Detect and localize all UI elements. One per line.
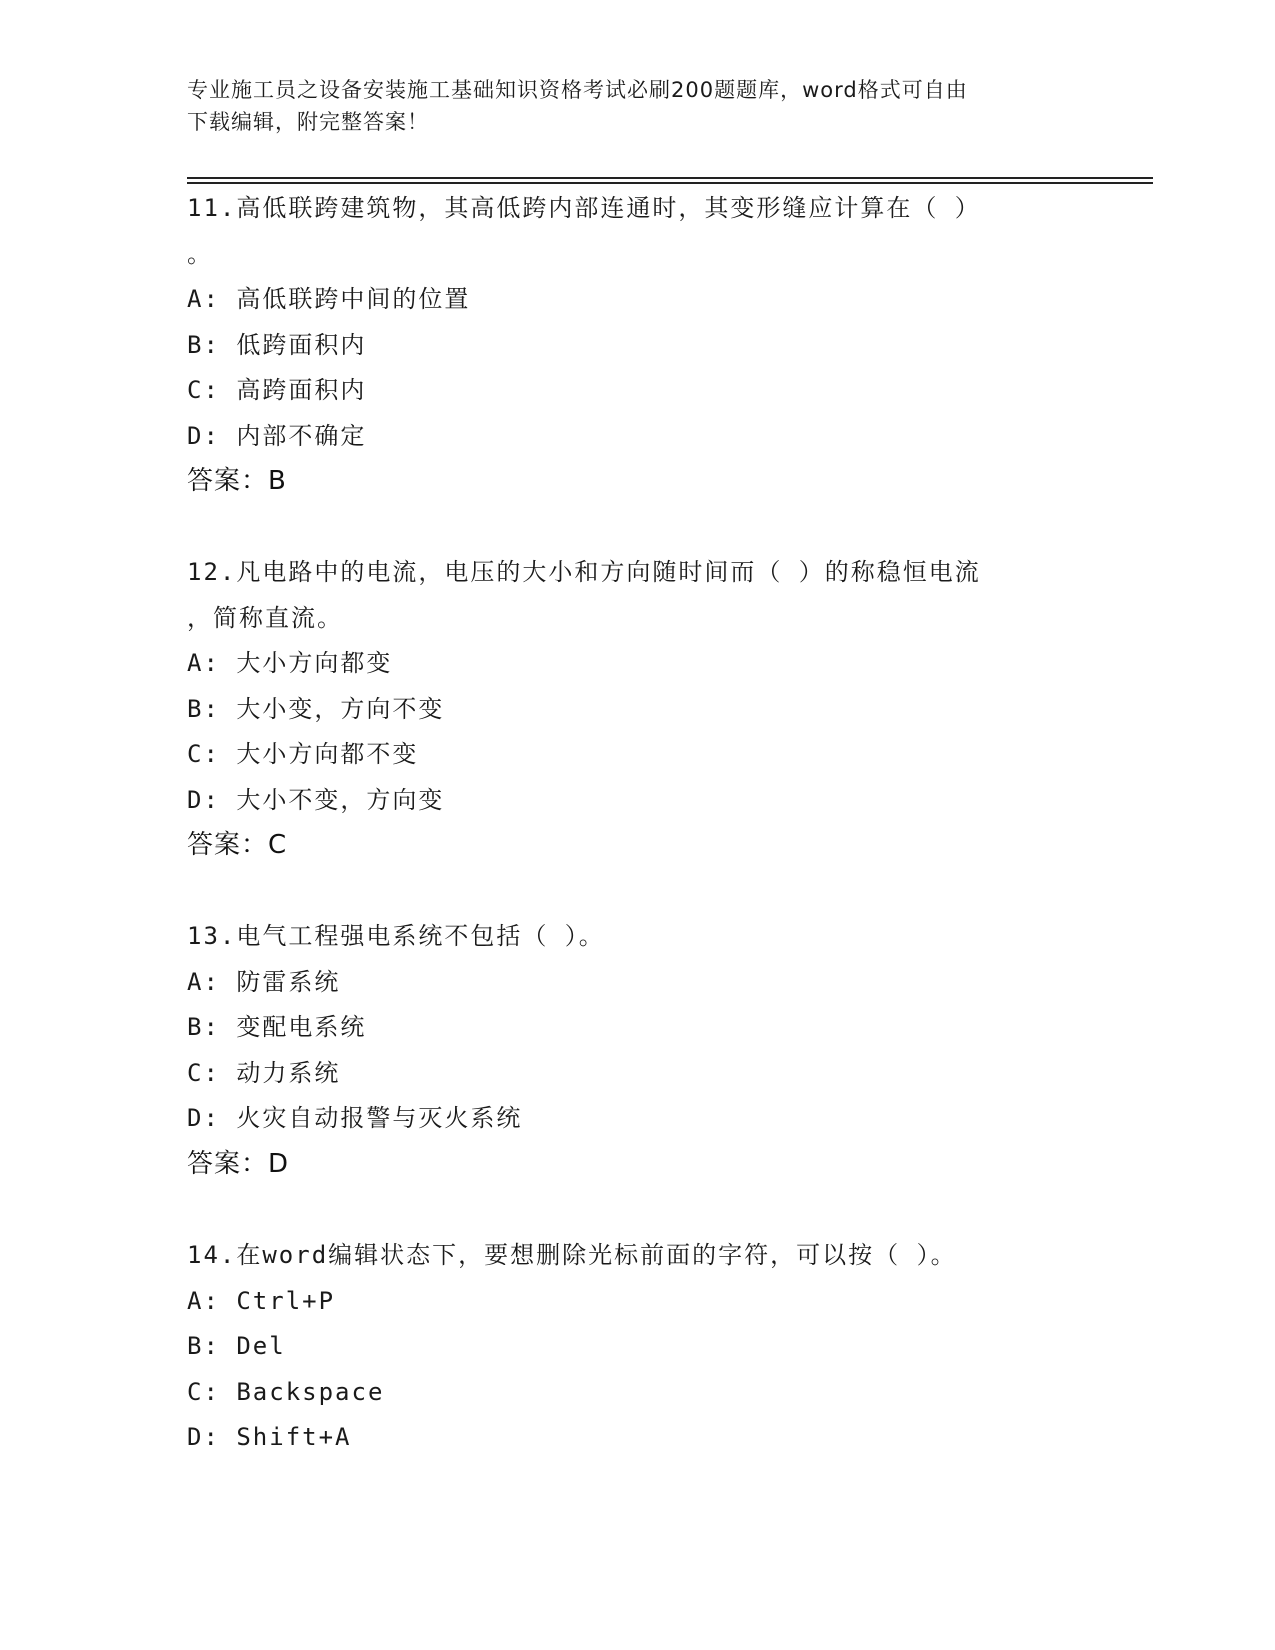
question-12	[187, 550, 1107, 869]
question-stem: 14.在word编辑状态下，要想删除光标前面的字符，可以按（ ）。	[187, 1241, 957, 1269]
option-c: C: Backspace	[187, 1377, 385, 1406]
question-stem: 13.电气工程强电系统不包括（ ）。	[187, 922, 605, 950]
answer-label: 答案：D	[187, 1148, 290, 1179]
header-divider-top	[187, 177, 1153, 179]
option-a: A: 大小方向都变	[187, 649, 393, 677]
option-b: B: 低跨面积内	[187, 330, 367, 359]
question-14	[187, 1233, 1107, 1461]
header-line-1: 专业施工员之设备安装施工基础知识资格考试必刷200题题库，word格式可自由	[187, 78, 968, 102]
question-stem-continuation: ，简称直流。	[187, 603, 343, 632]
option-d: D: 火灾自动报警与灭火系统	[187, 1104, 523, 1132]
question-stem: 12.凡电路中的电流，电压的大小和方向随时间而（ ）的称稳恒电流	[187, 558, 981, 586]
option-b: B: Del	[187, 1332, 286, 1360]
option-a: A: 防雷系统	[187, 967, 341, 996]
question-13	[187, 914, 1107, 1187]
option-d: D: 内部不确定	[187, 421, 367, 450]
question-stem-continuation: 。	[187, 239, 213, 268]
document-header	[187, 74, 1087, 138]
question-stem: 11.高低联跨建筑物，其高低跨内部连通时，其变形缝应计算在（ ）	[187, 194, 981, 222]
answer-label: 答案：B	[187, 466, 287, 496]
header-line-2: 下载编辑，附完整答案！	[187, 110, 429, 134]
answer-label: 答案：C	[187, 830, 288, 860]
option-c: C: 高跨面积内	[187, 376, 367, 404]
option-a: A: Ctrl+P	[187, 1286, 336, 1315]
option-d: D: Shift+A	[187, 1423, 352, 1451]
option-d: D: 大小不变，方向变	[187, 785, 445, 814]
option-b: B: 变配电系统	[187, 1013, 367, 1041]
option-b: B: 大小变，方向不变	[187, 694, 445, 723]
question-11	[187, 186, 1107, 505]
header-divider-bottom	[187, 182, 1153, 184]
option-c: C: 大小方向都不变	[187, 740, 419, 768]
option-a: A: 高低联跨中间的位置	[187, 285, 471, 313]
option-c: C: 动力系统	[187, 1058, 341, 1087]
